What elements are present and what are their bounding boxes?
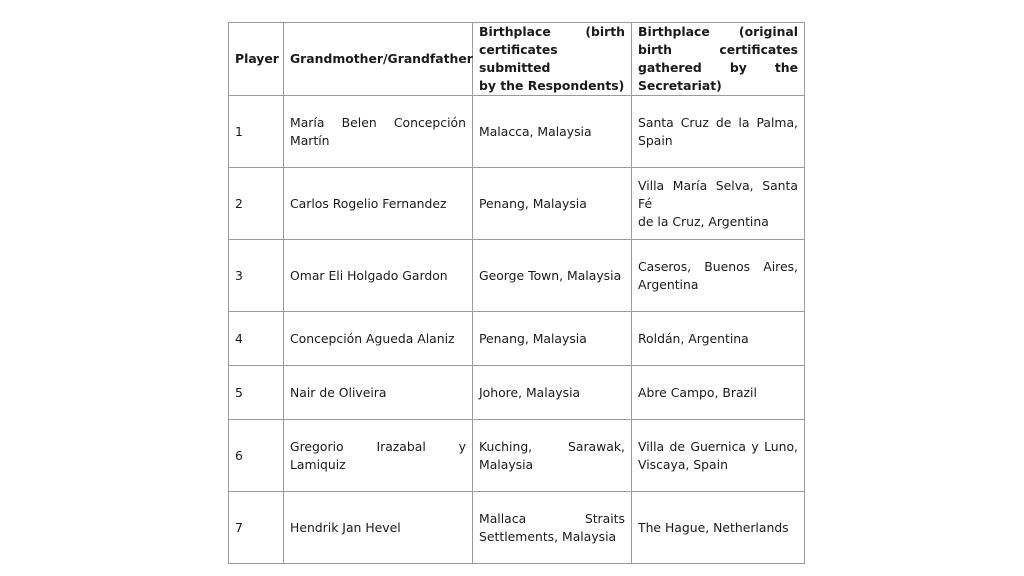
cell-grandparent: Omar Eli Holgado Gardon (284, 240, 473, 312)
header-line: Secretariat) (638, 78, 722, 93)
cell-line: Villa de Guernica y Luno, (638, 438, 798, 454)
header-line: Birthplace (birth (479, 24, 625, 39)
cell-line: Martín (290, 132, 330, 148)
header-line: by the Respondents) (479, 78, 625, 93)
cell-line: Santa Cruz de la Palma, (638, 114, 798, 130)
header-line: certificates submitted (479, 42, 558, 75)
cell-grandparent: Concepción Agueda Alaniz (284, 312, 473, 366)
table-row (229, 168, 805, 240)
cell-grandparent: Carlos Rogelio Fernandez (284, 168, 473, 240)
cell-player: 1 (229, 96, 284, 168)
cell-player: 6 (229, 420, 284, 492)
cell-line: Mallaca Straits (479, 510, 625, 526)
cell-birthplace-secretariat (632, 420, 805, 492)
cell-grandparent (284, 96, 473, 168)
header-line: birth certificates (638, 42, 798, 57)
cell-line: Malaysia (479, 456, 534, 472)
cell-player: 5 (229, 366, 284, 420)
cell-birthplace-respondents (473, 492, 632, 564)
cell-line: de la Cruz, Argentina (638, 213, 769, 229)
table-row (229, 96, 805, 168)
cell-birthplace-respondents: Johore, Malaysia (473, 366, 632, 420)
cell-player: 2 (229, 168, 284, 240)
table-row (229, 420, 805, 492)
cell-birthplace-respondents: George Town, Malaysia (473, 240, 632, 312)
cell-player: 4 (229, 312, 284, 366)
cell-birthplace-secretariat: Abre Campo, Brazil (632, 366, 805, 420)
cell-line: María Belen Concepción (290, 114, 466, 130)
cell-line: Settlements, Malaysia (479, 528, 617, 544)
cell-birthplace-secretariat: Roldán, Argentina (632, 312, 805, 366)
cell-birthplace-respondents (473, 420, 632, 492)
table-row (229, 492, 805, 564)
table-row (229, 240, 805, 312)
cell-line: Caseros, Buenos Aires, (638, 258, 798, 274)
cell-player: 7 (229, 492, 284, 564)
cell-line: Argentina (638, 276, 699, 292)
cell-line: Kuching, Sarawak, (479, 438, 625, 454)
header-line: gathered by the (638, 60, 798, 75)
cell-birthplace-secretariat: The Hague, Netherlands (632, 492, 805, 564)
cell-birthplace-secretariat (632, 240, 805, 312)
cell-birthplace-respondents: Penang, Malaysia (473, 168, 632, 240)
header-player: Player (229, 23, 284, 96)
cell-birthplace-respondents: Malacca, Malaysia (473, 96, 632, 168)
header-birthplace-secretariat (632, 23, 805, 96)
table-header-row (229, 23, 805, 96)
cell-line: Villa María Selva, Santa Fé (638, 177, 798, 211)
cell-player: 3 (229, 240, 284, 312)
header-line: Birthplace (original (638, 24, 798, 39)
header-birthplace-respondents (473, 23, 632, 96)
header-grandparent: Grandmother/Grandfather (284, 23, 473, 96)
birthplace-comparison-table (228, 22, 805, 564)
cell-birthplace-secretariat (632, 168, 805, 240)
cell-line: Viscaya, Spain (638, 456, 728, 472)
cell-line: Spain (638, 132, 673, 148)
cell-birthplace-respondents: Penang, Malaysia (473, 312, 632, 366)
table-row (229, 312, 805, 366)
cell-birthplace-secretariat (632, 96, 805, 168)
cell-grandparent: Gregorio Irazabal y Lamiquiz (284, 420, 473, 492)
table-row (229, 366, 805, 420)
cell-grandparent: Hendrik Jan Hevel (284, 492, 473, 564)
cell-grandparent: Nair de Oliveira (284, 366, 473, 420)
